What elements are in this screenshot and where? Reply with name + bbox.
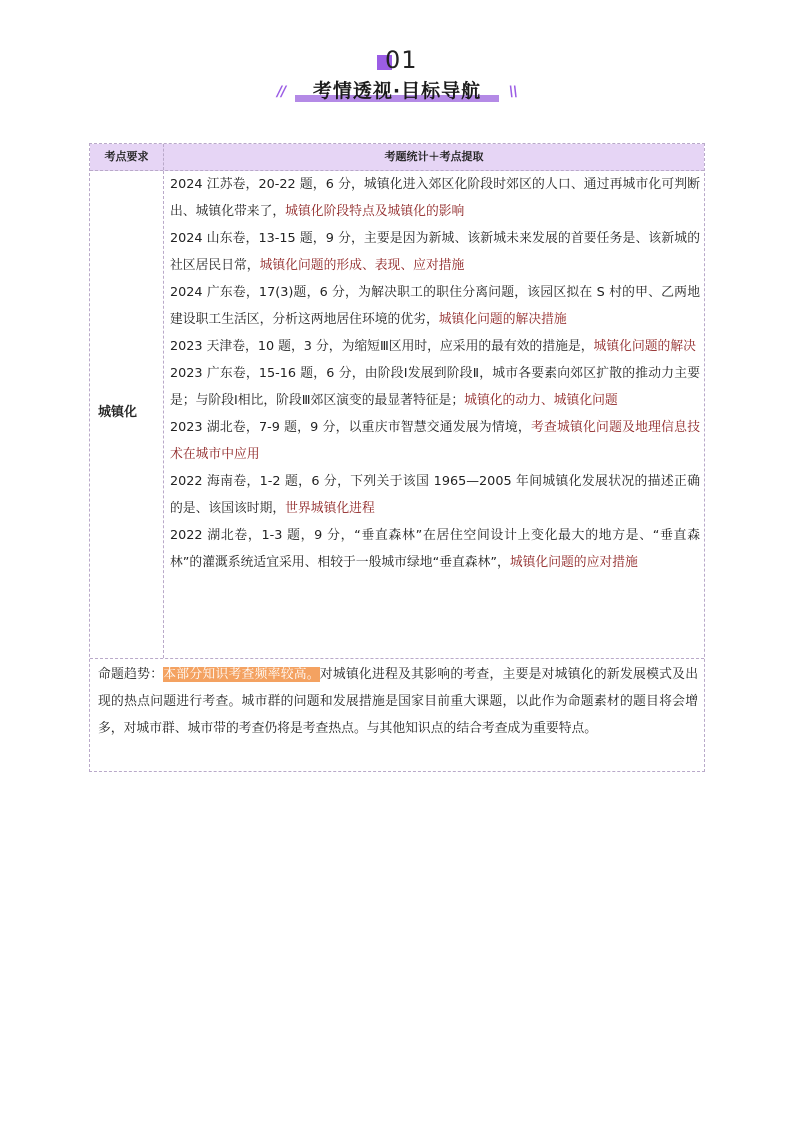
list-item: 2022 湖北卷，1-3 题，9 分，“垂直森林”在居住空间设计上变化最大的地方是、“垂直森林”的灌溉系统适宜采用、相较于一般城市绿地“垂直森林”，城镇化问题的应对措施 [170,528,700,570]
exam-stats-table [89,143,705,772]
entry-highlight: 城镇化问题的解决 [593,339,696,354]
decor-slashes-right: \\ [508,84,517,100]
list-item: 2024 山东卷，13-15 题，9 分，主要是因为新城、该新城未来发展的首要任务是、该新城的社区居民日常，城镇化问题的形成、表现、应对措施 [170,231,700,273]
section-title-banner [277,78,517,106]
decor-slashes-left: // [277,84,286,100]
table-header-row [90,144,704,171]
entry-highlight: 世界城镇化进程 [285,501,375,516]
trend-paragraph [98,661,698,742]
entry-highlight: 城镇化阶段特点及城镇化的影响 [285,204,465,219]
trend-label: 命题趋势： [98,667,164,682]
table-row [90,171,704,659]
list-item: 2024 广东卷，17(3)题，6 分，为解决职工的职住分离问题，该园区拟在 S 村的甲、乙两地建设职工生活区，分析这两地居住环境的优劣，城镇化问题的解决措施 [170,285,700,327]
entry-highlight: 考查城镇化问题及地理信息技术在城市中应用 [170,420,700,462]
list-item: 2023 湖北卷，7-9 题，9 分，以重庆市智慧交通发展为情境，考查城镇化问题及地理信息技术在城市中应用 [170,420,700,462]
trend-highlight: 本部分知识考查频率较高。 [163,667,320,682]
entry-highlight: 城镇化问题的解决措施 [438,312,567,327]
entry-list [170,171,700,576]
list-item: 2024 江苏卷，20-22 题，6 分，城镇化进入郊区化阶段时郊区的人口、通过再城市化可判断出、城镇化带来了，城镇化阶段特点及城镇化的影响 [170,177,700,219]
col-header-requirement: 考点要求 [90,144,164,170]
entry-highlight: 城镇化的动力、城镇化问题 [464,393,618,408]
section-title: 考情透视·目标导航 [312,80,482,102]
category-cell [90,171,164,658]
entry-highlight: 城镇化问题的形成、表现、应对措施 [259,258,465,273]
col-header-statistics: 考题统计＋考点提取 [384,150,484,163]
section-number-text: 01 [385,46,418,74]
list-item: 2022 海南卷，1-2 题，6 分，下列关于该国 1965—2005 年间城镇化发展状况的描述正确的是、该国该时期，世界城镇化进程 [170,474,700,516]
trend-row [90,659,704,771]
section-number [377,46,437,76]
category-label: 城镇化 [98,405,138,420]
list-item: 2023 广东卷，15-16 题，6 分，由阶段Ⅰ发展到阶段Ⅱ，城市各要素向郊区扩散的推动力主要是；与阶段Ⅰ相比，阶段Ⅲ郊区演变的最显著特征是；城镇化的动力、城镇化问题 [170,366,700,408]
trend-text: 对城镇化进程及其影响的考查，主要是对城镇化的新发展模式及出现的热点问题进行考查。城市群的问题和发展措施是国家目前重大课题，以此作为命题素材的题目将会增多，对城市群、城市带的考查仍将是考查热点。与其他知识点的结合考查成为重要特点。 [98,667,699,736]
list-item: 2023 天津卷，10 题，3 分，为缩短Ⅲ区用时，应采用的最有效的措施是，城镇化问题的解决 [170,339,696,354]
entry-highlight: 城镇化问题的应对措施 [509,555,638,570]
